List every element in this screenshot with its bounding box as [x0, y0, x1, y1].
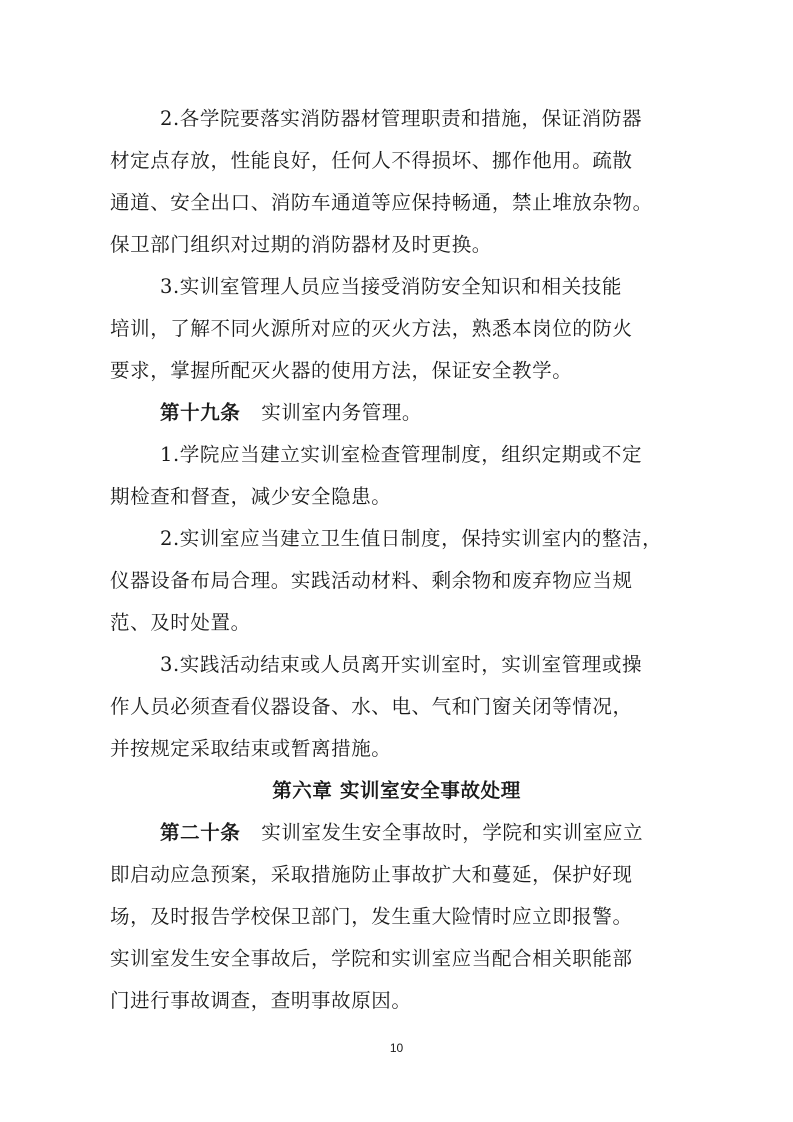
paragraph-line: 场，及时报告学校保卫部门，发生重大险情时应立即报警。: [110, 905, 633, 928]
page-number: 10: [389, 1041, 404, 1055]
paragraph-line: 2.实训室应当建立卫生值日制度，保持实训室内的整洁，: [160, 527, 663, 550]
paragraph-line: 即启动应急预案，采取措施防止事故扩大和蔓延，保护好现: [110, 863, 633, 886]
paragraph-line: 门进行事故调查，查明事故原因。: [110, 989, 412, 1012]
paragraph-line: 3.实训室管理人员应当接受消防安全知识和相关技能: [160, 275, 623, 298]
paragraph-line: 通道、安全出口、消防车通道等应保持畅通，禁止堆放杂物。: [110, 191, 653, 214]
paragraph-line: 1.学院应当建立实训室检查管理制度，组织定期或不定: [160, 443, 643, 466]
paragraph-line: 作人员必须查看仪器设备、水、电、气和门窗关闭等情况，: [110, 695, 633, 718]
paragraph-line: 3.实践活动结束或人员离开实训室时，实训室管理或操: [160, 653, 643, 676]
article-label: 第二十条: [160, 821, 241, 844]
article-20: [160, 821, 643, 845]
paragraph-line: 2.各学院要落实消防器材管理职责和措施，保证消防器: [160, 107, 643, 130]
paragraph-line: 保卫部门组织对过期的消防器材及时更换。: [110, 233, 492, 256]
paragraph-line: 期检查和督查，减少安全隐患。: [110, 485, 392, 508]
paragraph-line: 并按规定采取结束或暂离措施。: [110, 737, 392, 760]
article-text: 实训室内务管理。: [261, 401, 423, 424]
paragraph-line: 培训，了解不同火源所对应的灭火方法，熟悉本岗位的防火: [110, 317, 633, 340]
chapter-heading: 第六章 实训室安全事故处理: [272, 779, 521, 802]
paragraph-line: 实训室发生安全事故后，学院和实训室应当配合相关职能部: [110, 947, 633, 970]
article-text: 实训室发生安全事故时，学院和实训室应立: [261, 821, 644, 844]
paragraph-line: 材定点存放，性能良好，任何人不得损坏、挪作他用。疏散: [110, 149, 633, 172]
paragraph-line: 仪器设备布局合理。实践活动材料、剩余物和废弃物应当规: [110, 569, 633, 592]
paragraph-line: 范、及时处置。: [110, 611, 251, 634]
paragraph-line: 要求，掌握所配灭火器的使用方法，保证安全教学。: [110, 359, 573, 382]
article-19: [160, 401, 422, 425]
article-label: 第十九条: [160, 401, 241, 424]
